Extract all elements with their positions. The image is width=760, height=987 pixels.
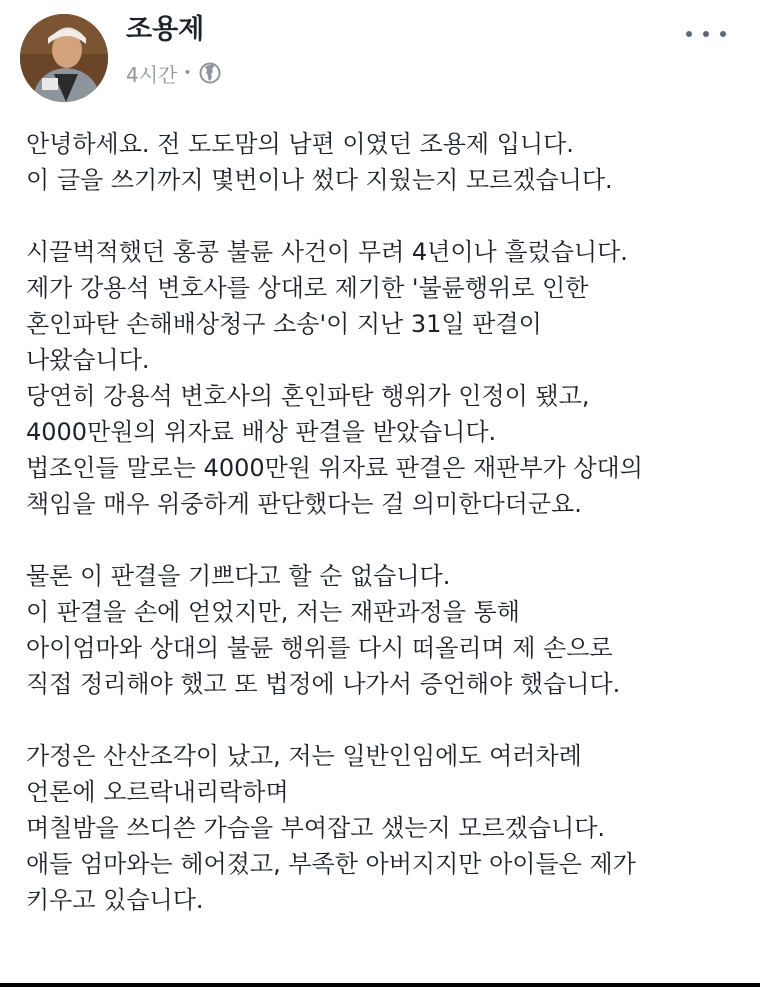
- post-text-line: 직접 정리해야 했고 또 법정에 나가서 증언해야 했습니다.: [26, 670, 621, 698]
- post-text-line: 키우고 있습니다.: [26, 886, 204, 914]
- post-text-line: 책임을 매우 위중하게 판단했다는 걸 의미한다더군요.: [26, 490, 582, 518]
- post-text-line: 애들 엄마와는 헤어졌고, 부족한 아버지지만 아이들은 제가: [26, 850, 636, 878]
- post-meta: [126, 58, 221, 88]
- post-header: [0, 0, 760, 110]
- paragraph-gap: [26, 702, 746, 738]
- paragraph-1: [26, 126, 746, 198]
- post-text-line: 법조인들 말로는 4000만원 위자료 판결은 재판부가 상대의: [26, 454, 643, 482]
- post-text-line: 이 글을 쓰기까지 몇번이나 썼다 지웠는지 모르겠습니다.: [26, 166, 613, 194]
- paragraph-3: [26, 558, 746, 702]
- post-body: [26, 126, 746, 918]
- avatar[interactable]: [20, 14, 108, 102]
- more-dot: [686, 31, 692, 37]
- post-text-line: 시끌벅적했던 홍콩 불륜 사건이 무려 4년이나 흘렀습니다.: [26, 238, 628, 266]
- post-text-line: 안녕하세요. 전 도도맘의 남편 이였던 조용제 입니다.: [26, 130, 574, 158]
- meta-separator: •: [183, 65, 192, 81]
- author-name[interactable]: 조용제: [126, 14, 205, 45]
- post-time[interactable]: 4시간: [126, 62, 178, 87]
- post-text-line: 가정은 산산조각이 났고, 저는 일반인임에도 여러차례: [26, 742, 582, 770]
- post-text-line: 제가 강용석 변호사를 상대로 제기한 '불륜행위로 인한: [26, 274, 589, 302]
- post-text-line: 나왔습니다.: [26, 346, 150, 374]
- post-text-line: 이 판결을 손에 얻었지만, 저는 재판과정을 통해: [26, 598, 520, 626]
- paragraph-gap: [26, 198, 746, 234]
- post-text-line: 언론에 오르락내리락하며: [26, 778, 289, 806]
- more-dot: [720, 31, 726, 37]
- post-text-line: 아이엄마와 상대의 불륜 행위를 다시 떠올리며 제 손으로: [26, 634, 613, 662]
- bottom-border: [0, 983, 760, 987]
- paragraph-2: [26, 234, 746, 522]
- avatar-photo: [20, 14, 108, 102]
- post-text-line: 며칠밤을 쓰디쓴 가슴을 부여잡고 샜는지 모르겠습니다.: [26, 814, 606, 842]
- more-options-icon[interactable]: [686, 22, 726, 46]
- post-text-line: 4000만원의 위자료 배상 판결을 받았습니다.: [26, 418, 497, 446]
- paragraph-gap: [26, 522, 746, 558]
- post-text-line: 물론 이 판결을 기쁘다고 할 순 없습니다.: [26, 562, 451, 590]
- post-text-line: 혼인파탄 손해배상청구 소송'이 지난 31일 판결이: [26, 310, 542, 338]
- paragraph-4: [26, 738, 746, 918]
- globe-icon[interactable]: [199, 62, 221, 84]
- more-dot: [703, 31, 709, 37]
- post-text-line: 당연히 강용석 변호사의 혼인파탄 행위가 인정이 됐고,: [26, 382, 590, 410]
